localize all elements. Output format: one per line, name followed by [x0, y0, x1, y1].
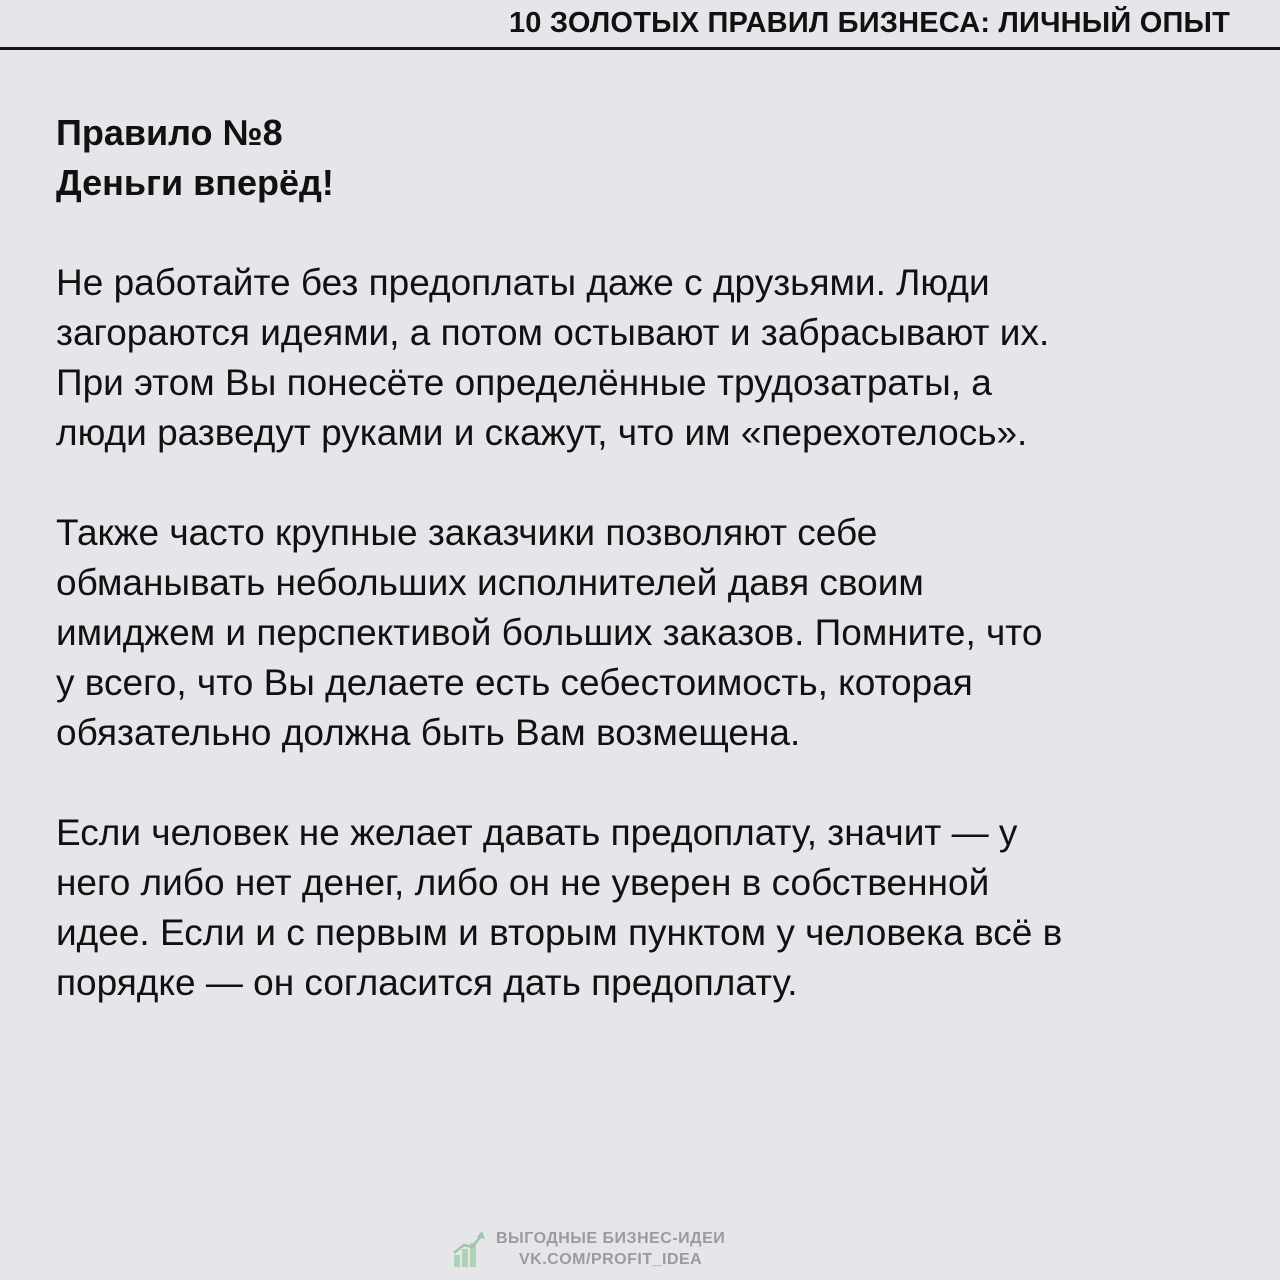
- footer-text: [496, 1228, 725, 1270]
- growth-chart-icon: [452, 1229, 486, 1269]
- footer-line-2: VK.COM/PROFIT_IDEA: [519, 1251, 703, 1268]
- header-title: 10 ЗОЛОТЫХ ПРАВИЛ БИЗНЕСА: ЛИЧНЫЙ ОПЫТ: [508, 7, 1230, 39]
- footer-line-1: ВЫГОДНЫЕ БИЗНЕС-ИДЕИ: [496, 1230, 726, 1247]
- footer-watermark: [452, 1226, 725, 1272]
- paragraph-2: Также часто крупные заказчики позволяют себе обманывать небольших исполнителей давя своим имиджем и перспективой больших заказов. Помните, что у всего, что Вы делаете есть себестоимость, которая обязательно должна быть Вам возмещена.: [56, 512, 1043, 753]
- rule-number: Правило №8: [56, 112, 283, 153]
- article-content: [56, 108, 1236, 1008]
- paragraph-1: Не работайте без предоплаты даже с друзьями. Люди загораются идеями, а потом остывают и забрасывают их. При этом Вы понесёте определённые трудозатраты, а люди разведут руками и скажут, что им «перехотелось».: [56, 262, 1050, 453]
- rule-title: Деньги вперёд!: [56, 162, 334, 203]
- paragraph-3: Если человек не желает давать предоплату, значит — у него либо нет денег, либо он не уверен в собственной идее. Если и с первым и вторым пунктом у человека всё в порядке — он согласится дать предоплату.: [56, 812, 1063, 1003]
- top-header: [0, 0, 1280, 50]
